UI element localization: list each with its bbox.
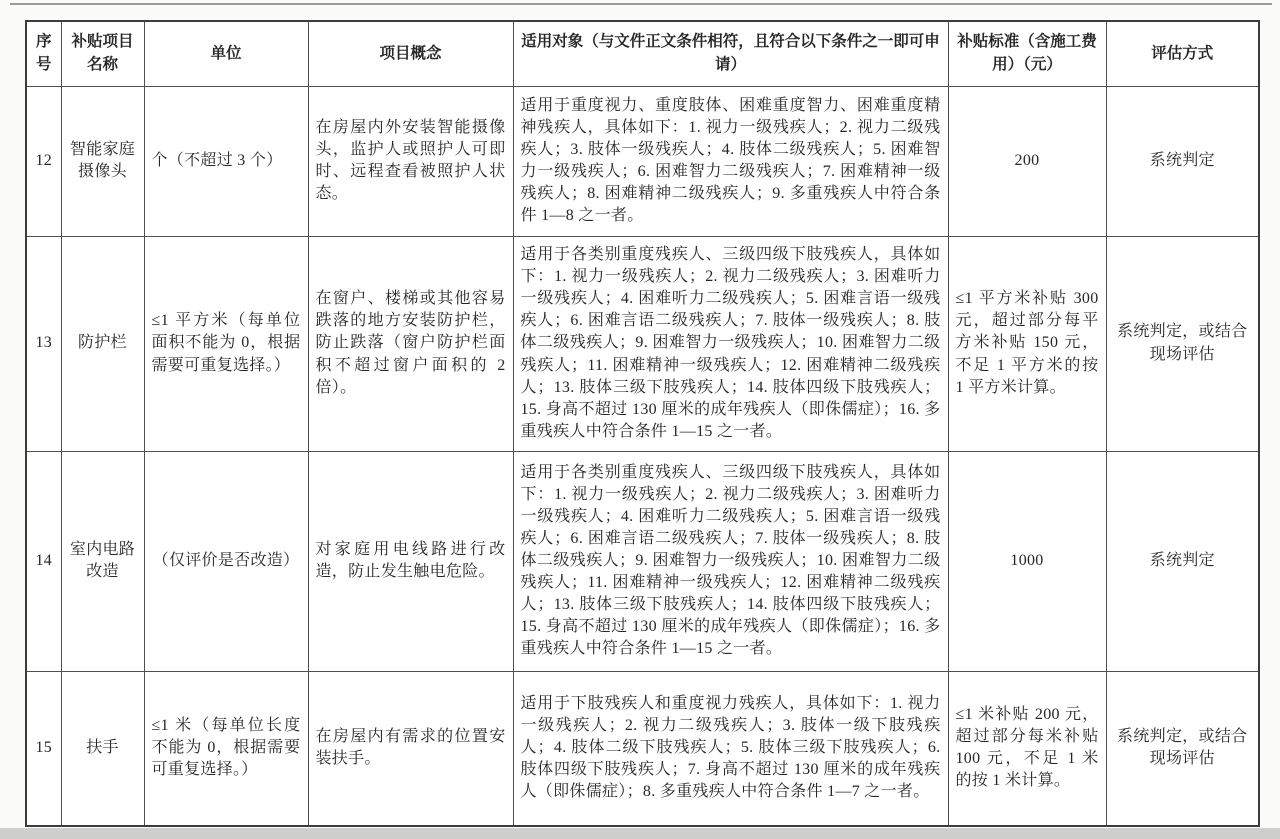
cell-evaluation: 系统判定，或结合现场评估 [1106,236,1259,451]
cell-standard: 1000 [948,451,1106,671]
cell-name: 扶手 [61,671,144,826]
cell-standard: ≤1 平方米补贴 300 元，超过部分每平方米补贴 150 元，不足 1 平方米的按 1 平方米计算。 [948,236,1106,451]
cell-concept: 在房屋内外安装智能摄像头，监护人或照护人可即时、远程查看被照护人状态。 [308,86,513,236]
table-row-15 [26,671,1259,826]
header-no: 序号 [26,21,61,86]
cell-standard: 200 [948,86,1106,236]
cell-unit: 个（不超过 3 个） [144,86,308,236]
cell-no: 13 [26,236,61,451]
header-evaluation: 评估方式 [1106,21,1259,86]
header-concept: 项目概念 [308,21,513,86]
cell-target: 适用于重度视力、重度肢体、困难重度智力、困难重度精神残疾人，具体如下：1. 视力一级残疾人；2. 视力二级残疾人；3. 肢体一级残疾人；4. 肢体二级残疾人；5. 困难智力一级残疾人；6. 困难智力二级残疾人；7. 困难精神一级残疾人；8. 困难精神二级残疾人；9. 多重残疾人中符合条件 1—8 之一者。 [513,86,948,236]
header-name: 补贴项目名称 [61,21,144,86]
cell-target: 适用于各类别重度残疾人、三级四级下肢残疾人，具体如下：1. 视力一级残疾人；2. 视力二级残疾人；3. 困难听力一级残疾人；4. 困难听力二级残疾人；5. 困难言语一级残疾人；6. 困难言语二级残疾人；7. 肢体一级残疾人；8. 肢体二级残疾人；9. 困难智力一级残疾人；10. 困难智力二级残疾人；11. 困难精神一级残疾人；12. 困难精神二级残疾人；13. 肢体三级下肢残疾人；14. 肢体四级下肢残疾人；15. 身高不超过 130 厘米的成年残疾人（即侏儒症）；16. 多重残疾人中符合条件 1—15 之一者。 [513,451,948,671]
cell-concept: 在窗户、楼梯或其他容易跌落的地方安装防护栏，防止跌落（窗户防护栏面积不超过窗户面积的 2 倍）。 [308,236,513,451]
cell-name: 防护栏 [61,236,144,451]
cell-no: 12 [26,86,61,236]
scan-edge-shadow [0,828,1280,839]
cell-standard: ≤1 米补贴 200 元，超过部分每米补贴 100 元，不足 1 米的按 1 米计算。 [948,671,1106,826]
cell-unit: ≤1 平方米（每单位面积不能为 0，根据需要可重复选择。） [144,236,308,451]
scan-edge-line [10,3,1272,5]
header-target: 适用对象（与文件正文条件相符，且符合以下条件之一即可申请） [513,21,948,86]
table-header-row [26,21,1259,86]
table-row-14 [26,451,1259,671]
cell-unit: ≤1 米（每单位长度不能为 0，根据需要可重复选择。） [144,671,308,826]
cell-name: 室内电路改造 [61,451,144,671]
cell-concept: 对家庭用电线路进行改造，防止发生触电危险。 [308,451,513,671]
cell-concept: 在房屋内有需求的位置安装扶手。 [308,671,513,826]
cell-evaluation: 系统判定 [1106,451,1259,671]
cell-target: 适用于下肢残疾人和重度视力残疾人，具体如下：1. 视力一级残疾人；2. 视力二级残疾人；3. 肢体一级下肢残疾人；4. 肢体二级下肢残疾人；5. 肢体三级下肢残疾人；6. 肢体四级下肢残疾人；7. 身高不超过 130 厘米的成年残疾人（即侏儒症）；8. 多重残疾人中符合条件 1—7 之一者。 [513,671,948,826]
cell-unit: （仅评价是否改造） [144,451,308,671]
cell-no: 15 [26,671,61,826]
cell-evaluation: 系统判定，或结合现场评估 [1106,671,1259,826]
table-row-13 [26,236,1259,451]
header-standard: 补贴标准（含施工费用）（元） [948,21,1106,86]
cell-no: 14 [26,451,61,671]
header-unit: 单位 [144,21,308,86]
subsidy-items-table [25,20,1260,827]
cell-evaluation: 系统判定 [1106,86,1259,236]
cell-name: 智能家庭摄像头 [61,86,144,236]
table-row-12 [26,86,1259,236]
cell-target: 适用于各类别重度残疾人、三级四级下肢残疾人，具体如下：1. 视力一级残疾人；2. 视力二级残疾人；3. 困难听力一级残疾人；4. 困难听力二级残疾人；5. 困难言语一级残疾人；6. 困难言语二级残疾人；7. 肢体一级残疾人；8. 肢体二级残疾人；9. 困难智力一级残疾人；10. 困难智力二级残疾人；11. 困难精神一级残疾人；12. 困难精神二级残疾人；13. 肢体三级下肢残疾人；14. 肢体四级下肢残疾人；15. 身高不超过 130 厘米的成年残疾人（即侏儒症）；16. 多重残疾人中符合条件 1—15 之一者。 [513,236,948,451]
